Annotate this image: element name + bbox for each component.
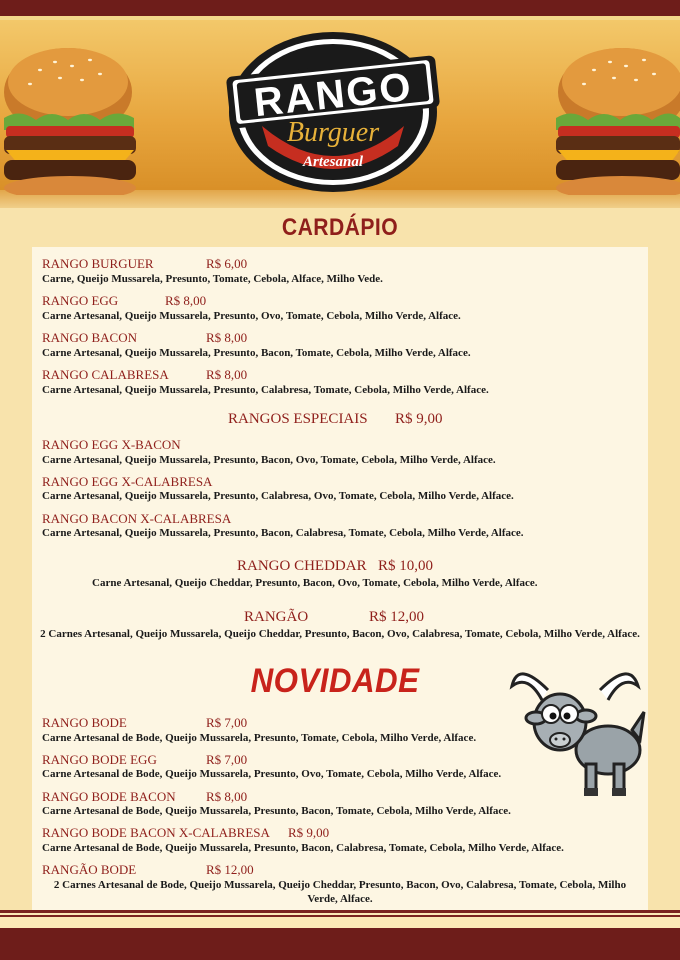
- page-title: CARDÁPIO: [281, 214, 399, 241]
- bottom-divider-2: [0, 915, 680, 917]
- item-name: RANGÃO BODE: [42, 862, 137, 877]
- item-description: Carne Artesanal de Bode, Queijo Mussarela, Presunto, Bacon, Tomate, Cebola, Milho Verde, Alface.: [42, 805, 511, 817]
- item-description: 2 Carnes Artesanal de Bode, Queijo Mussarela, Queijo Cheddar, Presunto, Bacon, Ovo, Calabresa, Tomate, Cebola, Milho Verde, Alface.: [53, 879, 627, 905]
- item-name: RANGO BODE: [42, 715, 127, 730]
- burger-image-left: [0, 30, 140, 195]
- novidade-heading: NOVIDADE: [250, 662, 420, 700]
- item-description: 2 Carnes Artesanal, Queijo Mussarela, Queijo Cheddar, Presunto, Bacon, Ovo, Calabresa, Tomate, Cebola, Milho Verde, Alface.: [40, 628, 640, 640]
- item-price: R$ 12,00: [369, 609, 425, 625]
- item-description: Carne Artesanal, Queijo Mussarela, Presunto, Bacon, Calabresa, Tomate, Cebola, Milho Verde, Alface.: [42, 527, 524, 539]
- item-name: RANGÃO: [244, 609, 309, 625]
- item-price: R$ 7,00: [206, 752, 248, 767]
- item-description: Carne, Queijo Mussarela, Presunto, Tomate, Cebola, Alface, Milho Vede.: [42, 273, 383, 285]
- item-description: Carne Artesanal, Queijo Mussarela, Presunto, Ovo, Tomate, Cebola, Milho Verde, Alface.: [42, 310, 461, 322]
- top-stripe: [0, 0, 680, 16]
- item-price: R$ 12,00: [206, 862, 254, 877]
- item-description: Carne Artesanal, Queijo Mussarela, Presunto, Bacon, Ovo, Tomate, Cebola, Milho Verde, Alface.: [42, 454, 496, 466]
- item-description: Carne Artesanal, Queijo Cheddar, Presunto, Bacon, Ovo, Tomate, Cebola, Milho Verde, Alface.: [92, 577, 538, 589]
- item-name: RANGO EGG X-BACON: [42, 437, 181, 452]
- item-name: RANGO BURGUER: [42, 256, 154, 271]
- item-description: Carne Artesanal de Bode, Queijo Mussarela, Presunto, Ovo, Tomate, Cebola, Milho Verde, Alface.: [42, 768, 502, 780]
- item-price: R$ 9,00: [288, 825, 330, 840]
- item-name: RANGO EGG X-CALABRESA: [42, 474, 213, 489]
- bottom-stripe: [0, 928, 680, 960]
- item-name: RANGO BACON: [42, 330, 137, 345]
- item-name: RANGO CALABRESA: [42, 367, 169, 382]
- item-price: R$ 6,00: [206, 256, 248, 271]
- burger-image-right: [550, 30, 680, 195]
- item-price: R$ 8,00: [206, 330, 248, 345]
- item-name: RANGO EGG: [42, 293, 119, 308]
- item-description: Carne Artesanal, Queijo Mussarela, Presunto, Calabresa, Ovo, Tomate, Cebola, Milho Verde, Alface.: [42, 490, 514, 502]
- logo-burguer-text: Burguer: [286, 117, 380, 148]
- bottom-divider: [0, 910, 680, 913]
- logo-rango-text: RANGO: [252, 64, 415, 126]
- rango-burguer-logo: [222, 26, 444, 194]
- item-name: RANGO CHEDDAR: [237, 558, 367, 574]
- item-price: R$ 8,00: [165, 293, 207, 308]
- item-name: RANGO BODE BACON: [42, 789, 176, 804]
- item-price: R$ 8,00: [206, 367, 248, 382]
- especiais-heading: RANGOS ESPECIAIS: [228, 411, 368, 427]
- item-description: Carne Artesanal, Queijo Mussarela, Presunto, Bacon, Tomate, Cebola, Milho Verde, Alface.: [42, 347, 471, 359]
- item-description: Carne Artesanal, Queijo Mussarela, Presunto, Calabresa, Tomate, Cebola, Milho Verde, Alface.: [42, 384, 489, 396]
- logo-artesanal-text: Artesanal: [302, 154, 364, 170]
- item-description: Carne Artesanal de Bode, Queijo Mussarela, Presunto, Bacon, Calabresa, Tomate, Cebola, Milho Verde, Alface.: [42, 842, 564, 854]
- item-price: R$ 10,00: [378, 558, 434, 574]
- item-price: R$ 8,00: [206, 789, 248, 804]
- item-price: R$ 7,00: [206, 715, 248, 730]
- item-name: RANGO BODE EGG: [42, 752, 157, 767]
- item-name: RANGO BODE BACON X-CALABRESA: [42, 825, 270, 840]
- item-name: RANGO BACON X-CALABRESA: [42, 511, 232, 526]
- item-description: Carne Artesanal de Bode, Queijo Mussarela, Presunto, Tomate, Cebola, Milho Verde, Alface.: [42, 732, 477, 744]
- goat-illustration: [508, 660, 648, 800]
- especiais-price: R$ 9,00: [395, 411, 443, 427]
